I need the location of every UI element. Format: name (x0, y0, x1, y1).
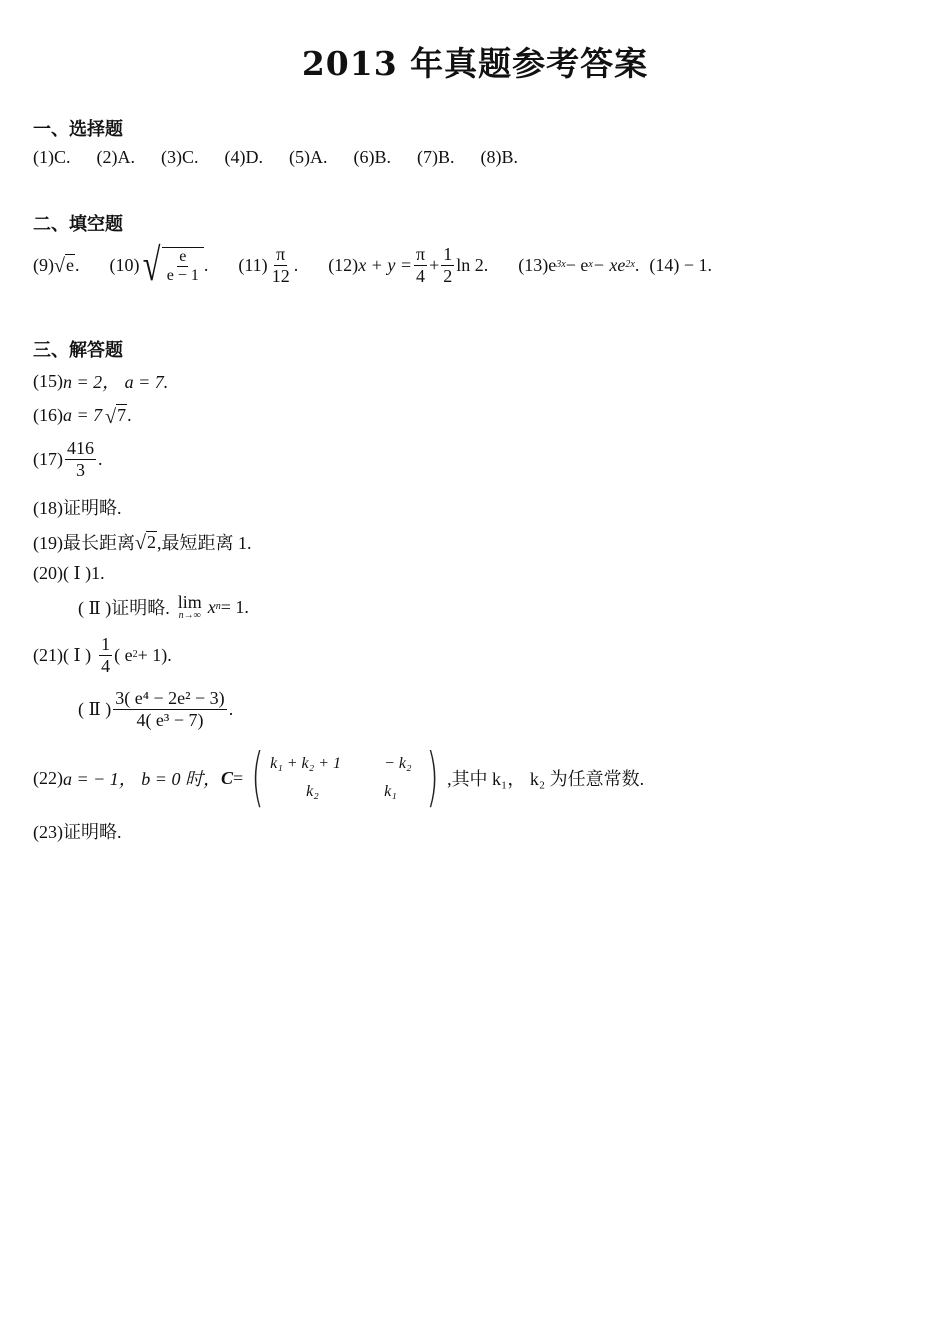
choice-answer: (4)D. (224, 147, 263, 167)
q22-matrix: ( k₁ + k₂ + 1 − k₂ k₂ k₁ ) (251, 741, 439, 815)
q20-part1: (20)( Ⅰ )1. (33, 563, 105, 583)
fill-answers: (9) √ e . (10) √ $\frac{e}{e - 1}$ . (11) $\frac{\pi}{12}$ . (12) x + y = $\frac{\pi}{4}$ + $\frac{1}{2}$ ln 2. (13) e 3x − e x − xe 2x . (14) − 1. (33, 239, 712, 291)
section-heading-fill: 二、填空题 (33, 214, 123, 235)
q10-label: (10) (109, 254, 140, 275)
q9-sqrt: √ e (54, 254, 74, 278)
choice-answer: (3)C. (161, 147, 199, 167)
q12-fraction-pi-4: $\frac{\pi}{4}$ (415, 244, 426, 286)
page-title: 2013 年真题参考答案 (301, 44, 649, 83)
q12-fraction-half: $\frac{1}{2}$ (443, 244, 453, 286)
q9-label: (9) (33, 254, 54, 275)
q19-answer: (19)最长距离 √ 2 ,最短距离 1. (33, 531, 252, 555)
q10-sqrt: √ $\frac{e}{e - 1}$ (139, 244, 203, 285)
q12-label: (12) (328, 254, 359, 275)
q13-label: (13) (518, 254, 549, 275)
q21-part1: (21)( Ⅰ ) $\frac{1}{4}$ ( e 2 + 1). (33, 634, 172, 676)
choice-answer: (7)B. (417, 147, 455, 167)
q17-answer: (17) $\frac{416}{3}$ . (33, 438, 103, 480)
choice-answer: (6)B. (353, 147, 391, 167)
choice-answer: (8)B. (480, 147, 518, 167)
q16-answer: (16) a = 7 √ 7 . (33, 404, 132, 428)
choice-answers (33, 147, 544, 168)
q11-label: (11) (238, 254, 268, 275)
choice-answer: (5)A. (289, 147, 328, 167)
choice-answer: (2)A. (96, 147, 135, 167)
q14-answer: (14) − 1. (649, 254, 712, 275)
q18-answer: (18)证明略. (33, 498, 122, 518)
section-heading-choice: 一、选择题 (33, 119, 123, 140)
choice-answer: (1)C. (33, 147, 71, 167)
section-heading-solve: 三、解答题 (33, 340, 123, 361)
q15-answer: (15) n = 2， a = 7. (33, 370, 169, 392)
q22-answer: (22) a = − 1， b = 0 时， C = ( k₁ + k₂ + 1 − k₂ k₂ k₁ ) ,其中 k₁， k₂ 为任意常数. (33, 741, 645, 815)
q20-part2: ( Ⅱ )证明略. lim n→∞ x n = 1. (78, 592, 249, 621)
q23-answer: (23)证明略. (33, 822, 122, 842)
q21-part2: ( Ⅱ ) $\frac{\text{3( e⁴ − 2e² − 3)}}{\text{4( e³ − 7)}}$ . (78, 688, 234, 730)
q11-fraction: $\frac{\pi}{12}$ (271, 244, 290, 286)
